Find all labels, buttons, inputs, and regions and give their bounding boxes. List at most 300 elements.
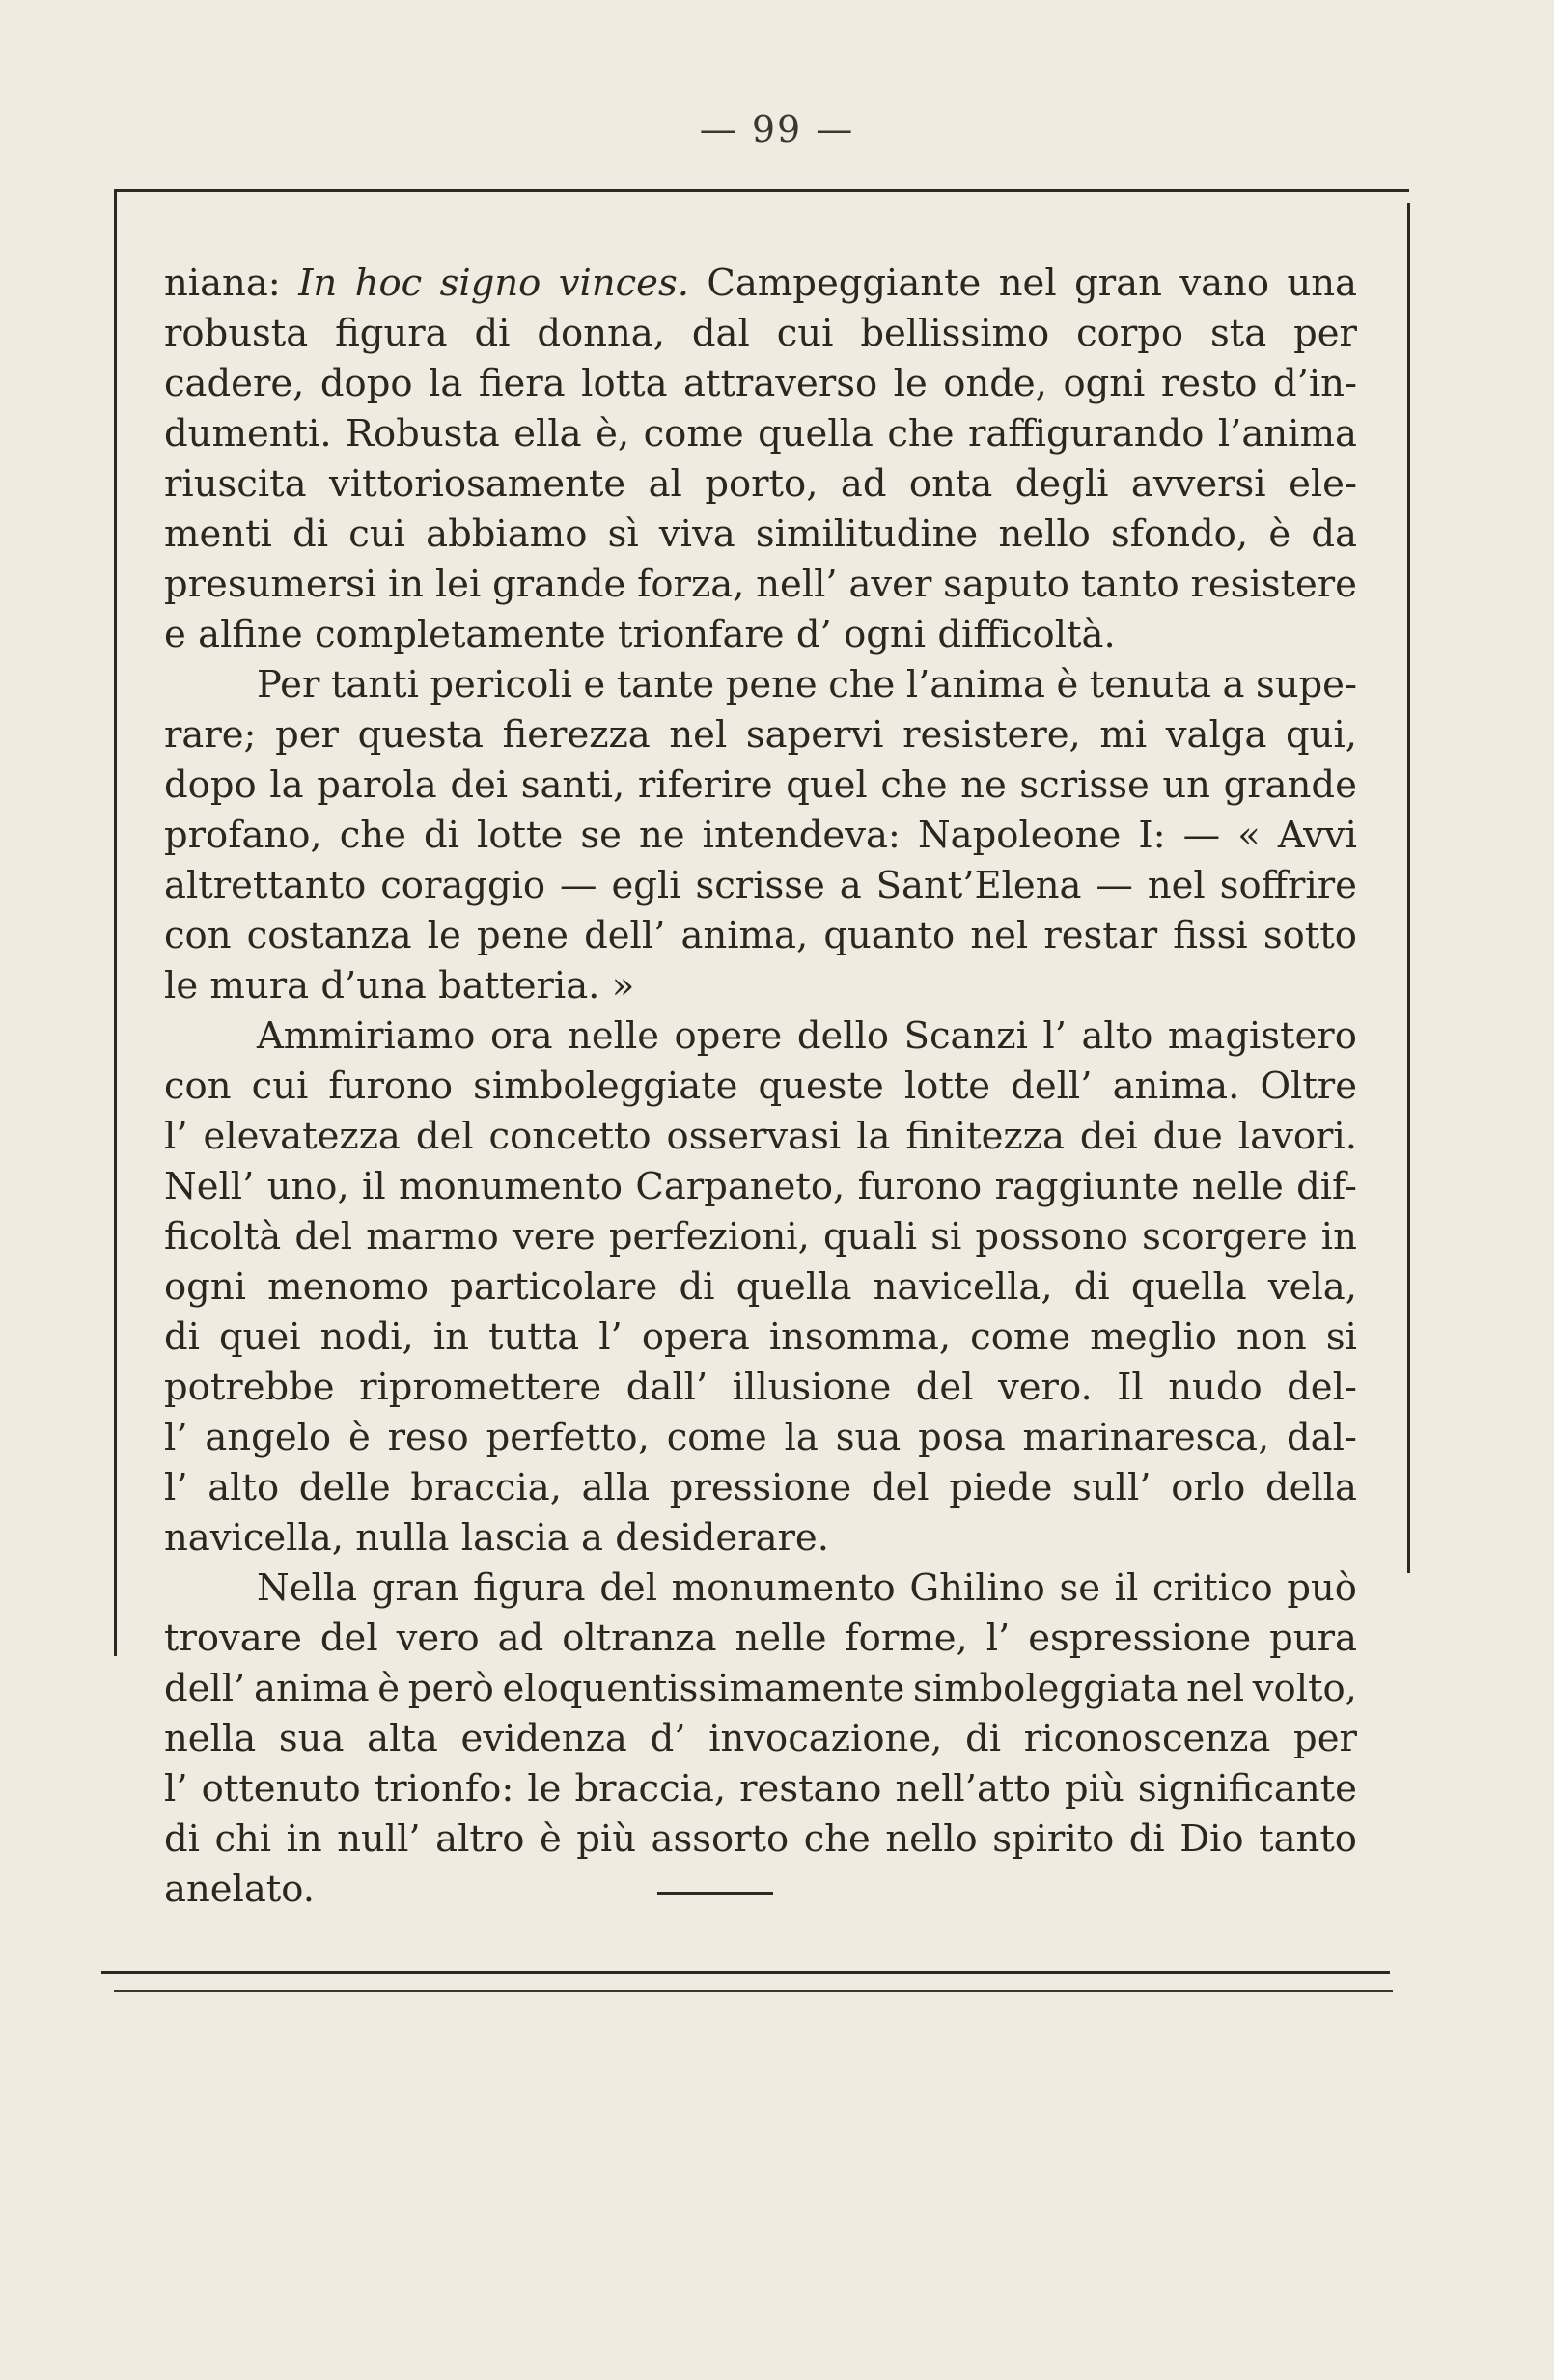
text-word: sotto bbox=[1263, 914, 1357, 957]
text-word: quanto bbox=[823, 914, 956, 957]
text-word: le bbox=[893, 362, 928, 405]
text-line bbox=[164, 1764, 1357, 1814]
text-word: trionfare bbox=[618, 613, 785, 656]
text-word: corpo bbox=[1076, 312, 1184, 355]
text-word: uno, bbox=[266, 1165, 349, 1208]
text-word: dell’ bbox=[164, 1667, 246, 1710]
text-word: In bbox=[298, 262, 338, 305]
text-word: volto, bbox=[1252, 1667, 1357, 1710]
text-word: vero bbox=[396, 1617, 480, 1660]
text-line bbox=[164, 660, 1357, 710]
text-word: navicella, bbox=[164, 1516, 344, 1560]
text-word: Campeggiante bbox=[707, 262, 982, 305]
text-word: quel bbox=[786, 763, 868, 807]
text-word: a bbox=[580, 1516, 603, 1560]
text-word: vano bbox=[1179, 262, 1270, 305]
text-word: nelle bbox=[1191, 1165, 1284, 1208]
text-word: lei bbox=[434, 563, 482, 606]
text-line bbox=[164, 359, 1357, 409]
text-word: ogni bbox=[844, 613, 927, 656]
text-word: angelo bbox=[205, 1416, 332, 1459]
text-word: del bbox=[415, 1115, 474, 1158]
text-word: onde, bbox=[943, 362, 1047, 405]
body-text bbox=[164, 259, 1357, 1915]
text-word: vero. bbox=[998, 1366, 1093, 1409]
text-word: egli bbox=[611, 864, 681, 907]
text-word: figura bbox=[473, 1566, 586, 1610]
text-word: di bbox=[1128, 1817, 1165, 1861]
text-word: cadere, bbox=[164, 362, 305, 405]
text-word: dell’ bbox=[1011, 1065, 1093, 1108]
text-word: ella bbox=[513, 412, 582, 456]
text-word: lascia bbox=[460, 1516, 569, 1560]
text-word: oltranza bbox=[562, 1617, 717, 1660]
text-word: qui, bbox=[1286, 713, 1357, 757]
text-word: nella bbox=[164, 1717, 257, 1760]
text-word: marinaresca, bbox=[1022, 1416, 1270, 1459]
page-number: — 99 — bbox=[699, 108, 855, 151]
text-word: orlo bbox=[1171, 1466, 1246, 1509]
text-word: onta bbox=[908, 462, 993, 506]
text-word: nel bbox=[1147, 864, 1206, 907]
text-word: pene bbox=[476, 914, 569, 957]
text-word: viva bbox=[658, 512, 735, 556]
text-word: nello bbox=[885, 1817, 978, 1861]
text-word: per bbox=[1293, 1717, 1357, 1760]
text-line bbox=[164, 409, 1357, 459]
text-word: bellissimo bbox=[860, 312, 1050, 355]
text-word: santi, bbox=[520, 763, 625, 807]
text-word: lavori. bbox=[1237, 1115, 1357, 1158]
text-word: nell’atto bbox=[895, 1767, 1052, 1811]
text-word: è bbox=[347, 1416, 371, 1459]
text-line bbox=[164, 510, 1357, 560]
text-word: Il bbox=[1117, 1366, 1144, 1409]
text-word: simboleggiata bbox=[912, 1667, 1179, 1710]
text-word: riconoscenza bbox=[1023, 1717, 1271, 1760]
text-word: signo bbox=[439, 262, 541, 305]
text-word: restano bbox=[739, 1767, 882, 1811]
text-word: non bbox=[1236, 1315, 1307, 1359]
text-word: d’una bbox=[320, 964, 427, 1008]
text-word: avversi bbox=[1130, 462, 1266, 506]
text-word: nel bbox=[1186, 1667, 1245, 1710]
text-word: degli bbox=[1014, 462, 1109, 506]
text-word: dumenti. bbox=[164, 412, 332, 456]
text-line bbox=[164, 1564, 1357, 1614]
text-word: di bbox=[292, 512, 329, 556]
text-word: a bbox=[839, 864, 862, 907]
text-word: fiera bbox=[478, 362, 566, 405]
text-word: supe- bbox=[1255, 663, 1357, 706]
text-word: in bbox=[387, 563, 425, 606]
text-word: per bbox=[1293, 312, 1357, 355]
text-word: meglio bbox=[1090, 1315, 1217, 1359]
text-word: scorgere bbox=[1142, 1215, 1308, 1259]
text-word: anima, bbox=[680, 914, 809, 957]
text-word: e bbox=[583, 663, 606, 706]
text-word: hoc bbox=[354, 262, 423, 305]
text-word: ad bbox=[497, 1617, 544, 1660]
text-word: cui bbox=[776, 312, 834, 355]
text-word: forza, bbox=[637, 563, 745, 606]
text-word: vittoriosamente bbox=[329, 462, 626, 506]
text-word: nulla bbox=[355, 1516, 450, 1560]
text-word: coraggio bbox=[380, 864, 546, 907]
text-word: sta bbox=[1210, 312, 1267, 355]
text-word: pericoli bbox=[430, 663, 572, 706]
frame-left-rule bbox=[114, 189, 117, 1656]
text-word: reso bbox=[387, 1416, 469, 1459]
text-word: Napoleone bbox=[917, 814, 1122, 857]
text-word: riferire bbox=[637, 763, 773, 807]
text-word: sfondo, bbox=[1111, 512, 1249, 556]
text-word: significante bbox=[1137, 1767, 1357, 1811]
text-word: simboleggiate bbox=[473, 1065, 738, 1108]
text-word: da bbox=[1311, 512, 1357, 556]
text-word: braccia, bbox=[574, 1767, 727, 1811]
text-word: pressione bbox=[669, 1466, 852, 1509]
text-word: parola bbox=[317, 763, 437, 807]
text-word: si bbox=[1325, 1315, 1357, 1359]
text-word: perfetto, bbox=[486, 1416, 650, 1459]
text-line bbox=[164, 1614, 1357, 1664]
text-word: d’ bbox=[650, 1717, 686, 1760]
text-word: nel bbox=[669, 713, 728, 757]
text-word: più bbox=[1065, 1767, 1124, 1811]
text-word: della bbox=[1264, 1466, 1357, 1509]
text-word: espressione bbox=[1028, 1617, 1252, 1660]
text-word: alla bbox=[581, 1466, 651, 1509]
text-word: quella bbox=[735, 1265, 852, 1309]
text-word: di bbox=[679, 1265, 715, 1309]
text-word: delle bbox=[298, 1466, 391, 1509]
text-word: marmo bbox=[366, 1215, 499, 1259]
text-word: resistere, bbox=[902, 713, 1081, 757]
text-word: Dio bbox=[1179, 1817, 1244, 1861]
text-word: mura bbox=[209, 964, 310, 1008]
text-word: d’ bbox=[795, 613, 832, 656]
text-word: di bbox=[965, 1717, 1002, 1760]
text-word: dal- bbox=[1287, 1416, 1357, 1459]
text-line bbox=[164, 1714, 1357, 1764]
text-word: sua bbox=[835, 1416, 902, 1459]
text-line bbox=[164, 459, 1357, 510]
text-word: questa bbox=[357, 713, 484, 757]
text-word: profano, bbox=[164, 814, 322, 857]
text-word: può bbox=[1287, 1566, 1357, 1610]
text-line bbox=[164, 1262, 1357, 1313]
text-word: nel bbox=[998, 262, 1057, 305]
text-word: riuscita bbox=[164, 462, 307, 506]
text-word: batteria. bbox=[438, 964, 600, 1008]
text-word: nell’ bbox=[756, 563, 838, 606]
text-word: grande bbox=[1223, 763, 1357, 807]
text-line bbox=[164, 861, 1357, 911]
text-line bbox=[164, 1162, 1357, 1212]
text-word: donna, bbox=[537, 312, 665, 355]
text-line bbox=[164, 1513, 1357, 1564]
text-word: particolare bbox=[450, 1265, 658, 1309]
text-word: le bbox=[427, 914, 461, 957]
text-word: l’ bbox=[1042, 1014, 1067, 1058]
text-word: Sant’Elena bbox=[875, 864, 1082, 907]
text-word: vere bbox=[512, 1215, 596, 1259]
text-word: che bbox=[339, 814, 406, 857]
text-word: la bbox=[269, 763, 304, 807]
text-word: tanto bbox=[1259, 1817, 1357, 1861]
text-word: ottenuto bbox=[201, 1767, 361, 1811]
text-word: di bbox=[423, 814, 459, 857]
text-line bbox=[164, 1112, 1357, 1162]
text-word: è bbox=[539, 1817, 562, 1861]
text-word: niana: bbox=[164, 262, 281, 305]
text-word: è bbox=[1056, 663, 1079, 706]
text-word: elevatezza bbox=[203, 1115, 401, 1158]
text-line bbox=[164, 1011, 1357, 1062]
text-word: Per bbox=[257, 663, 320, 706]
text-line bbox=[164, 610, 1357, 660]
text-word: l’anima bbox=[1217, 412, 1357, 456]
text-word: potrebbe bbox=[164, 1366, 335, 1409]
text-word: aver bbox=[848, 563, 932, 606]
text-word: tante bbox=[616, 663, 715, 706]
text-line bbox=[164, 1212, 1357, 1262]
text-line bbox=[164, 1413, 1357, 1463]
text-word: l’ bbox=[164, 1416, 188, 1459]
text-word: con bbox=[164, 1065, 232, 1108]
text-word: come bbox=[643, 412, 744, 456]
text-word: del bbox=[599, 1566, 658, 1610]
text-word: pura bbox=[1269, 1617, 1357, 1660]
text-word: alta bbox=[367, 1717, 438, 1760]
text-word: trovare bbox=[164, 1617, 302, 1660]
text-word: come bbox=[970, 1315, 1071, 1359]
text-line bbox=[164, 911, 1357, 961]
text-line bbox=[164, 1664, 1357, 1714]
text-word: però bbox=[407, 1667, 494, 1710]
text-word: di bbox=[474, 312, 511, 355]
text-word: abbiamo bbox=[426, 512, 588, 556]
text-word: Nell’ bbox=[164, 1165, 255, 1208]
text-word: critico bbox=[1152, 1566, 1273, 1610]
text-word: tenuta bbox=[1089, 663, 1212, 706]
text-line bbox=[164, 1814, 1357, 1865]
text-word: del bbox=[319, 1617, 378, 1660]
text-word: — bbox=[1182, 814, 1221, 857]
text-line bbox=[164, 1363, 1357, 1413]
text-word: in bbox=[432, 1315, 469, 1359]
text-line bbox=[164, 710, 1357, 761]
text-word: finitezza bbox=[905, 1115, 1065, 1158]
text-word: le bbox=[164, 964, 199, 1008]
text-word: che bbox=[880, 763, 948, 807]
text-word: cui bbox=[251, 1065, 309, 1108]
text-word: presumersi bbox=[164, 563, 377, 606]
text-word: la bbox=[784, 1416, 819, 1459]
text-word: resto bbox=[1160, 362, 1258, 405]
text-word: monumento bbox=[671, 1566, 896, 1610]
text-word: vela, bbox=[1267, 1265, 1357, 1309]
text-word: monumento bbox=[399, 1165, 624, 1208]
text-line bbox=[164, 761, 1357, 811]
text-word: alfine bbox=[198, 613, 303, 656]
text-word: alto bbox=[208, 1466, 280, 1509]
text-word: completamente bbox=[314, 613, 606, 656]
text-word: chi bbox=[214, 1817, 272, 1861]
text-word: più bbox=[576, 1817, 637, 1861]
text-word: di bbox=[164, 1817, 200, 1861]
text-word: ogni bbox=[1063, 362, 1146, 405]
text-word: I: bbox=[1138, 814, 1166, 857]
text-word: dall’ bbox=[625, 1366, 708, 1409]
text-word: del- bbox=[1287, 1366, 1357, 1409]
text-word: navicella, bbox=[873, 1265, 1053, 1309]
text-word: Ghilino bbox=[909, 1566, 1045, 1610]
text-word: quella bbox=[1130, 1265, 1247, 1309]
text-word: del bbox=[915, 1366, 974, 1409]
text-line bbox=[164, 1313, 1357, 1363]
text-word: dell’ bbox=[584, 914, 666, 957]
text-line bbox=[164, 1062, 1357, 1112]
text-word: dif- bbox=[1296, 1165, 1357, 1208]
text-word: con bbox=[164, 914, 232, 957]
text-word: ne bbox=[638, 814, 685, 857]
text-word: ora bbox=[490, 1014, 553, 1058]
text-word: se bbox=[1059, 1566, 1100, 1610]
text-word: è bbox=[1268, 512, 1291, 556]
text-word: resistere bbox=[1190, 563, 1357, 606]
text-word: grande bbox=[492, 563, 626, 606]
text-word: in bbox=[286, 1817, 322, 1861]
text-word: l’ bbox=[985, 1617, 1011, 1660]
text-word: sì bbox=[607, 512, 639, 556]
frame-bottom-rule-secondary bbox=[114, 1990, 1393, 1992]
text-word: si bbox=[930, 1215, 962, 1259]
text-line bbox=[164, 259, 1357, 309]
text-line bbox=[164, 309, 1357, 359]
text-word: nudo bbox=[1168, 1366, 1263, 1409]
text-word: eloquentissimamente bbox=[502, 1667, 905, 1710]
text-word: due bbox=[1152, 1115, 1223, 1158]
text-word: Carpaneto, bbox=[635, 1165, 846, 1208]
text-word: opere bbox=[674, 1014, 783, 1058]
text-word: ad bbox=[840, 462, 887, 506]
text-word: trionfo: bbox=[374, 1767, 514, 1811]
text-word: null’ bbox=[337, 1817, 421, 1861]
text-word: queste bbox=[758, 1065, 884, 1108]
text-word: anelato. bbox=[164, 1868, 316, 1911]
text-word: fissi bbox=[1173, 914, 1248, 957]
text-word: raffigurando bbox=[967, 412, 1205, 456]
text-word: forme, bbox=[845, 1617, 968, 1660]
text-word: l’anima bbox=[905, 663, 1045, 706]
text-word: a bbox=[1222, 663, 1245, 706]
text-word: Ammiriamo bbox=[257, 1014, 476, 1058]
text-word: spirito bbox=[992, 1817, 1115, 1861]
text-word: l’ bbox=[164, 1767, 188, 1811]
frame-top-rule bbox=[116, 189, 1409, 192]
text-word: invocazione, bbox=[708, 1717, 943, 1760]
text-word: in bbox=[1320, 1215, 1357, 1259]
text-word: Oltre bbox=[1260, 1065, 1357, 1108]
text-word: le bbox=[527, 1767, 562, 1811]
text-word: nelle bbox=[568, 1014, 660, 1058]
text-word: figura bbox=[335, 312, 448, 355]
text-word: come bbox=[666, 1416, 767, 1459]
text-word: che bbox=[803, 1817, 871, 1861]
text-word: furono bbox=[857, 1165, 983, 1208]
text-word: ele- bbox=[1289, 462, 1357, 506]
text-word: vinces. bbox=[558, 262, 689, 305]
text-word: ficoltà bbox=[164, 1215, 282, 1259]
text-word: cui bbox=[348, 512, 405, 556]
text-word: Robusta bbox=[346, 412, 500, 456]
end-divider bbox=[657, 1892, 773, 1895]
text-word: opera bbox=[641, 1315, 750, 1359]
text-word: dopo bbox=[319, 362, 413, 405]
text-word: dello bbox=[796, 1014, 890, 1058]
text-word: « bbox=[1237, 814, 1261, 857]
text-word: quali bbox=[823, 1215, 918, 1259]
text-word: Avvi bbox=[1277, 814, 1357, 857]
text-word: nel bbox=[970, 914, 1029, 957]
text-word: concetto bbox=[488, 1115, 652, 1158]
text-word: assorto bbox=[651, 1817, 790, 1861]
text-word: la bbox=[856, 1115, 891, 1158]
text-word: — bbox=[1096, 864, 1133, 907]
text-word: sua bbox=[278, 1717, 345, 1760]
text-word: l’ bbox=[164, 1115, 188, 1158]
text-word: altro bbox=[435, 1817, 525, 1861]
text-word: sapervi bbox=[745, 713, 884, 757]
text-word: posa bbox=[918, 1416, 1006, 1459]
text-word: lotte bbox=[903, 1065, 991, 1108]
text-word: — bbox=[560, 864, 597, 907]
text-word: fierezza bbox=[502, 713, 651, 757]
text-word: intendeva: bbox=[702, 814, 901, 857]
frame-right-rule bbox=[1407, 203, 1410, 1573]
text-word: di bbox=[1073, 1265, 1110, 1309]
text-word: menomo bbox=[267, 1265, 430, 1309]
text-word: saputo bbox=[943, 563, 1069, 606]
text-word: piede bbox=[949, 1466, 1053, 1509]
text-word: nelle bbox=[735, 1617, 827, 1660]
text-word: nello bbox=[998, 512, 1091, 556]
text-word: similitudine bbox=[755, 512, 979, 556]
text-word: osservasi bbox=[666, 1115, 842, 1158]
text-word: possono bbox=[975, 1215, 1128, 1259]
text-word: il bbox=[362, 1165, 386, 1208]
text-word: per bbox=[275, 713, 339, 757]
text-word: menti bbox=[164, 512, 272, 556]
text-word: mi bbox=[1099, 713, 1148, 757]
text-word: desiderare. bbox=[615, 1516, 829, 1560]
text-line bbox=[164, 560, 1357, 610]
text-word: evidenza bbox=[460, 1717, 627, 1760]
text-word: se bbox=[580, 814, 622, 857]
text-word: anima. bbox=[1112, 1065, 1240, 1108]
text-word: ripromettere bbox=[359, 1366, 602, 1409]
text-word: Nella bbox=[257, 1566, 358, 1610]
text-word: che bbox=[887, 412, 955, 456]
frame-bottom-rule bbox=[101, 1971, 1390, 1974]
text-word: ne bbox=[960, 763, 1007, 807]
text-word: magistero bbox=[1167, 1014, 1357, 1058]
text-word: porto, bbox=[705, 462, 819, 506]
text-word: al bbox=[648, 462, 682, 506]
text-word: tanto bbox=[1080, 563, 1179, 606]
